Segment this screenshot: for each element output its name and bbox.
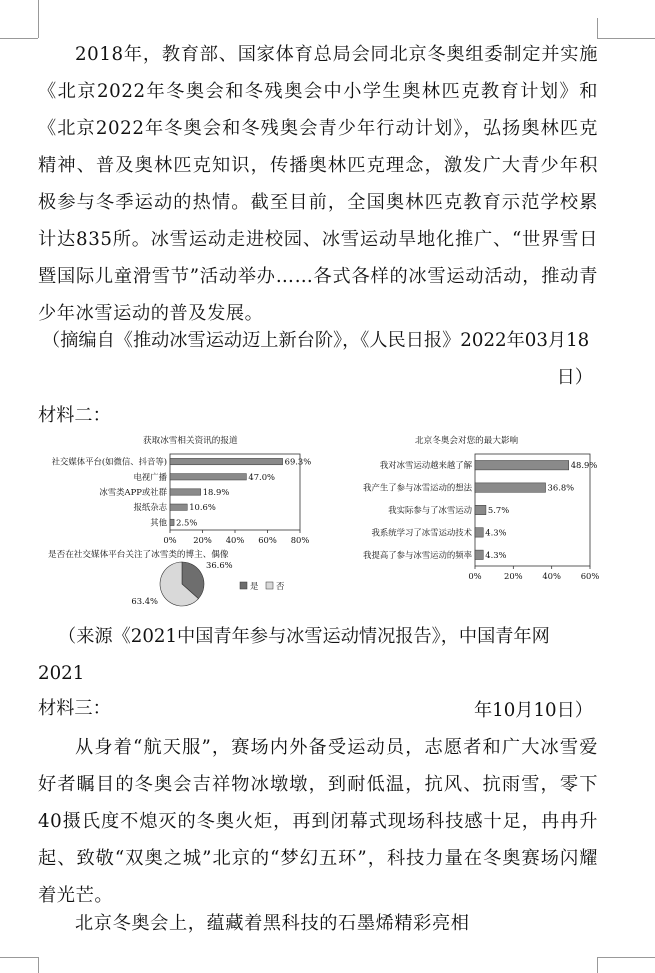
crop-mark: [38, 0, 39, 38]
source-line: （摘编自《推动冰雪运动迈上新台阶》，《人民日报》2022年03月18: [42, 330, 590, 351]
category-label: 我产生了参与冰雪运动的想法: [363, 482, 472, 493]
source-citation-2: [38, 618, 593, 729]
bar: [170, 504, 187, 510]
paragraph-material-3-continued: 北京冬奥会上，蕴藏着黑科技的石墨烯精彩亮相: [75, 913, 470, 934]
chart-follow-bloggers-plot: [38, 548, 308, 608]
data-label: 4.3%: [485, 549, 507, 560]
crop-mark: [0, 957, 38, 958]
heading-material-2: 材料二：: [38, 405, 111, 426]
x-tick-label: 0%: [468, 571, 482, 581]
legend-swatch: [266, 582, 273, 589]
legend-label: 否: [276, 581, 285, 591]
paragraph-material-1: 2018年，教育部、国家体育总局会同北京冬奥组委制定并实施《北京2022年冬奥会和冬残奥会中小学生奥林匹克教育计划》和《北京2022年冬奥会和冬残奥会青少年行动计划》，弘扬奥林匹克精神、普及奥林匹克知识，传播奥林匹克理念，激发广大青少年积极参与冬季运动的热情。截至目前，全国奥林匹克教育示范学校累计达835所。冰雪运动走进校园、冰雪运动旱地化推广、“世界雪日暨国际儿童滑雪节”活动举办……各式各样的冰雪运动活动，推动青少年冰雪运动的普及发展。: [38, 44, 598, 324]
bar: [170, 474, 246, 480]
category-label: 我对冰雪运动越来越了解: [379, 460, 472, 471]
category-label: 冰雪类APP或社群: [99, 487, 167, 497]
data-label: 2.5%: [176, 517, 198, 528]
category-label: 报纸杂志: [133, 502, 167, 513]
paragraph-material-3: 从身着“航天服”，赛场内外备受运动员，志愿者和广大冰雪爱好者瞩目的冬奥会吉祥物冰墩墩，到耐低温，抗风、抗雨雪，零下40摄氏度不熄灭的冬奥火炬，再到闭幕式现场科技感十足，冉冉升起、致敬“双奥之城”北京的“梦幻五环”，科技力量在冬奥赛场闪耀着光芒。: [38, 737, 598, 906]
bar: [475, 460, 569, 469]
x-tick-label: 20%: [504, 571, 523, 581]
crop-mark: [597, 18, 598, 38]
category-label: 我提高了参与冰雪运动的频率: [363, 549, 472, 560]
crop-mark: [597, 957, 598, 973]
x-tick-label: 40%: [225, 535, 245, 545]
data-label: 36.6%: [206, 560, 233, 570]
x-tick-label: 60%: [258, 535, 277, 545]
chart-news-sources: [38, 434, 312, 554]
data-label: 47.0%: [248, 471, 275, 482]
data-label: 4.3%: [485, 527, 507, 538]
x-tick-label: 0%: [163, 535, 177, 545]
data-label: 63.4%: [131, 596, 158, 606]
category-label: 社交媒体平台(如微信、抖音等): [51, 456, 167, 467]
chart-olympics-impact-plot: [315, 434, 600, 581]
chart-title: 北京冬奥会对您的最大影响: [415, 436, 519, 446]
category-label: 电视广播: [133, 471, 167, 482]
bar: [475, 550, 483, 559]
chart-follow-bloggers: [38, 548, 308, 608]
data-label: 18.9%: [202, 487, 230, 497]
legend-label: 是: [250, 581, 259, 591]
data-label: 5.7%: [487, 505, 510, 515]
bar: [475, 528, 483, 537]
category-label: 我系统学习了冰雪运动技术: [371, 527, 472, 538]
crop-mark: [0, 38, 38, 39]
data-label: 36.8%: [547, 482, 575, 493]
crop-mark: [597, 957, 655, 958]
chart-olympics-impact: [315, 434, 600, 581]
bar: [170, 458, 283, 464]
category-label: 我实际参与了冰雪运动: [388, 505, 472, 515]
bar: [170, 489, 201, 495]
source-line: （来源《2021中国青年参与冰雪运动情况报告》，中国青年网2021: [38, 626, 550, 684]
bar: [170, 519, 174, 525]
x-tick-label: 40%: [542, 571, 561, 581]
data-label: 69.3%: [284, 456, 312, 467]
data-label: 10.6%: [189, 502, 216, 513]
source-line: 年10月10日）: [473, 700, 593, 721]
chart-title: 是否在社交媒体平台关注了冰雪类的博主、偶像: [48, 550, 229, 560]
category-label: 其他: [150, 517, 167, 528]
crop-mark: [38, 957, 39, 973]
source-line: 日）: [556, 367, 593, 388]
chart-title: 获取冰雪相关资讯的报道: [143, 436, 238, 446]
heading-material-3: 材料三：: [38, 698, 111, 719]
x-tick-label: 20%: [193, 535, 212, 545]
legend-swatch: [240, 582, 247, 589]
bar: [475, 505, 486, 514]
chart-news-sources-plot: [38, 434, 312, 554]
x-tick-label: 60%: [580, 571, 600, 581]
crop-mark: [597, 38, 655, 39]
data-label: 48.9%: [570, 460, 598, 471]
x-tick-label: 80%: [290, 535, 310, 545]
source-citation-1: [38, 322, 593, 396]
bar: [475, 483, 546, 492]
